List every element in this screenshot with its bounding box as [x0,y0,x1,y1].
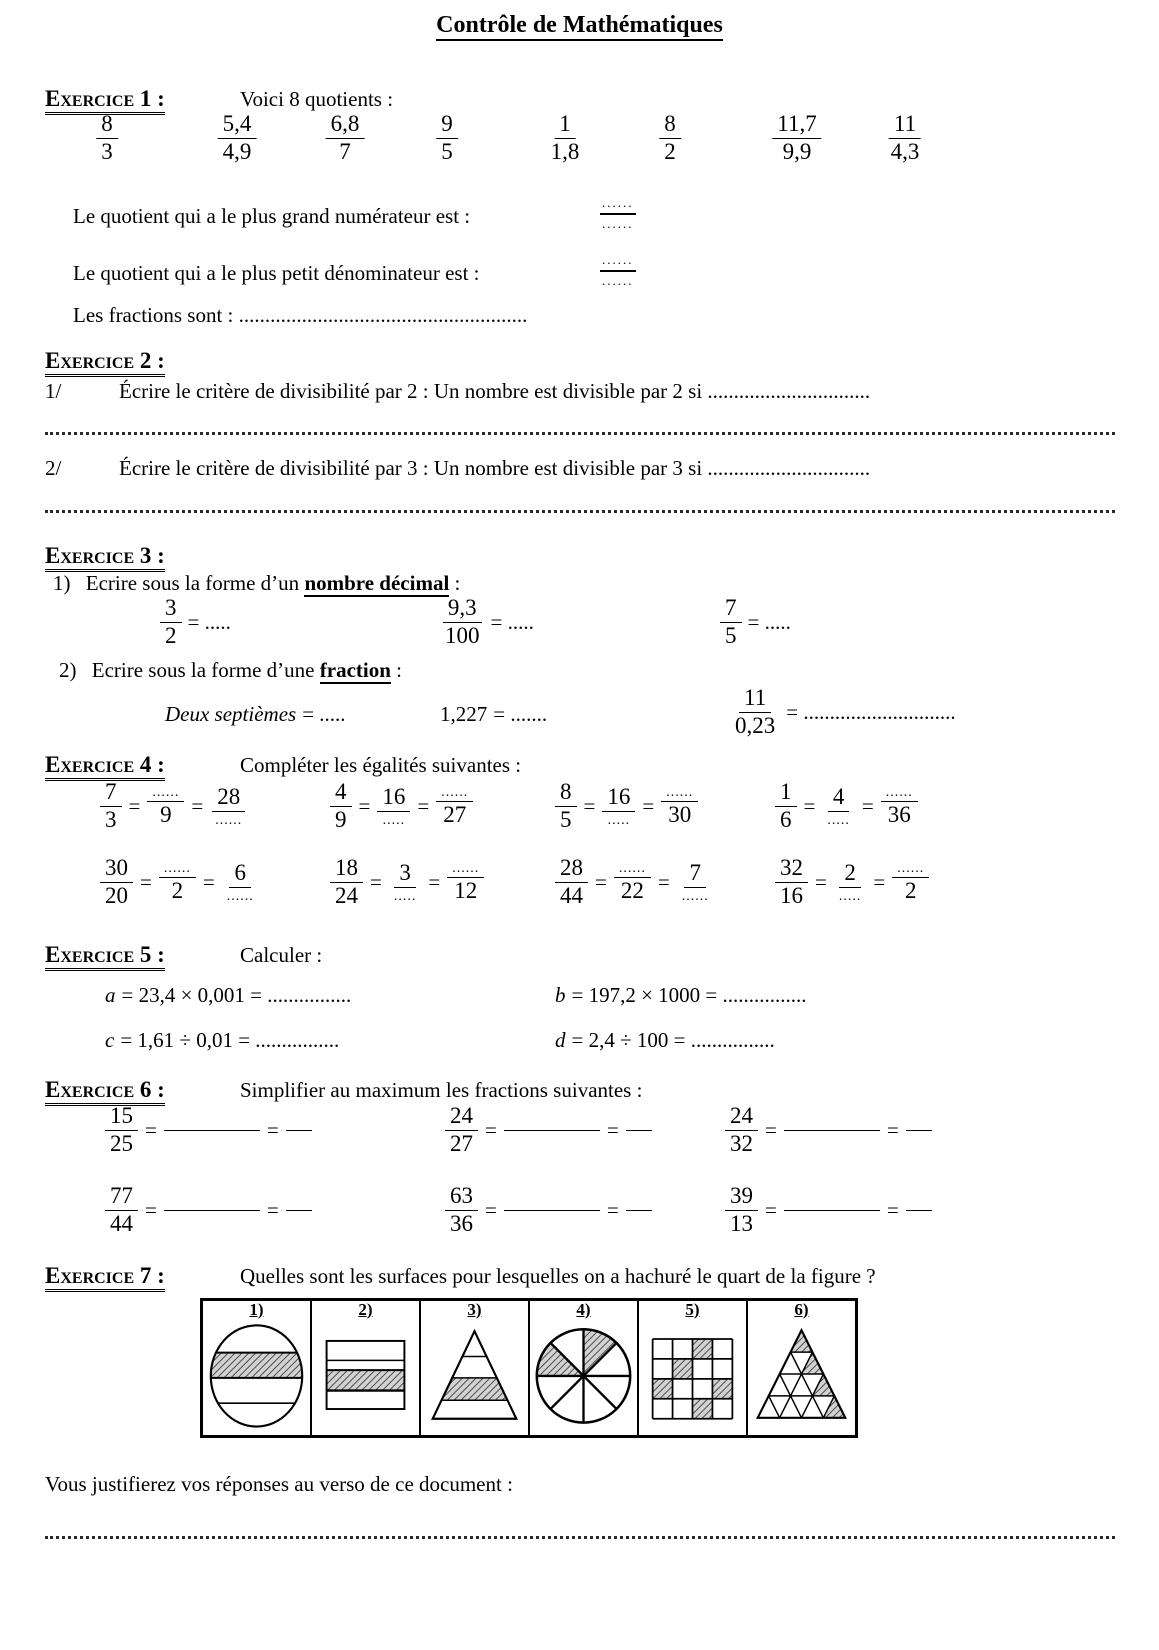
fraction-numerator: 18 [330,856,363,883]
equality-group [330,856,484,909]
answer-fraction-bar-short [626,1130,652,1131]
answer-line [45,1536,1115,1539]
calculation-item [105,983,351,1008]
fraction-numerator: 16 [377,785,410,812]
calculation-item [555,1028,775,1053]
quotient-fraction [772,112,821,165]
part-text-after: : [454,571,461,595]
equals-sign: = [642,793,655,818]
fraction-denominator: 5 [441,138,453,164]
fraction-numerator: 8 [555,780,577,807]
fraction-numerator: ...... [447,861,484,878]
fraction [436,785,473,828]
fraction [445,1104,478,1157]
fraction-denominator: 13 [730,1210,753,1236]
fraction-denominator: 44 [560,882,583,908]
exercise-6-row-1 [45,1104,1115,1168]
variable-name: d [555,1028,566,1052]
exercise-4-header [45,752,1115,781]
equals-sign: = [428,869,441,894]
hatched-band [209,1353,304,1378]
hatched-sector [584,1329,617,1376]
fraction [147,785,184,828]
answer-blank: = ..... [747,609,791,634]
hatched-strip [327,1370,405,1390]
fraction-numerator: ...... [614,861,651,878]
calculation-item [105,1028,339,1053]
fraction [105,1184,138,1237]
fraction-numerator: 1 [775,780,797,807]
answer-blank: = ....... [493,702,548,726]
part-text: Ecrire sous la forme d’un [85,571,300,595]
fraction-denominator: 2 [904,877,917,903]
exercise-6-header [45,1077,1115,1106]
fraction-denominator: 9 [335,806,347,832]
answer-fraction-bar [504,1130,600,1131]
figure-cell-3 [421,1301,530,1435]
exercise-1-question-denominator [45,253,1115,305]
figure-6-triangle-grid [748,1314,855,1434]
fraction-numerator: 6,8 [326,112,365,139]
item-text: Écrire le critère de divisibilité par 3 : Un nombre est divisible par 3 si ............................... [119,456,871,480]
equals-sign: = [803,793,816,818]
equals-sign: = [886,1197,899,1222]
equals-sign: = [128,793,141,818]
fraction-numerator: 2 [839,861,861,888]
fraction [881,785,918,828]
fraction-denominator: 0,23 [735,712,776,738]
equals-sign: = [765,1117,777,1142]
fraction-numerator: 15 [105,1104,138,1131]
fraction [330,856,363,909]
variable-name: b [555,983,566,1007]
answer-fraction-bar [504,1210,600,1211]
equals-sign: = [266,1117,279,1142]
decimal-conversion-item [160,596,231,649]
question-text: Les fractions sont : ....................................................... [73,303,528,327]
exercise-6-row-2 [45,1184,1115,1248]
figure-label: 3) [467,1300,482,1319]
equals-sign: = [886,1117,899,1142]
fraction-denominator: ...... [681,888,709,904]
fraction-denominator: 5 [725,622,737,648]
fraction-denominator: ...... [602,273,634,289]
fraction [377,785,410,828]
fraction-numerator: 16 [602,785,635,812]
fraction-numerator: ...... [600,253,636,272]
fraction-numerator: 32 [775,856,808,883]
fraction [725,1104,758,1157]
fraction-denominator: 30 [668,801,692,827]
fraction-denominator: 2 [171,877,184,903]
answer-fraction-bar [164,1130,260,1131]
figure-label: 6) [794,1300,809,1319]
fraction-denominator: ...... [215,812,243,828]
exercise-4-intro: Compléter les égalités suivantes : [240,753,522,777]
fraction-denominator: 5 [560,806,572,832]
equals-sign: = [861,793,874,818]
expression-text: 1,227 [440,702,488,726]
fraction-numerator: 6 [229,861,251,888]
equality-group [775,780,918,833]
answer-blank: = ..... [490,609,534,634]
equals-sign: = [595,869,607,894]
fraction-numerator: 5,4 [218,112,257,139]
simplify-item [445,1184,652,1237]
fraction [892,861,929,904]
simplify-item [105,1184,312,1237]
page-title: Contrôle de Mathématiques [0,12,1159,39]
equals-sign: = [606,1197,619,1222]
fraction-denominator: 100 [445,622,480,648]
fraction-numerator: 11 [889,112,921,139]
figure-label: 1) [249,1300,264,1319]
exercise-3-header [45,543,1115,572]
exercise-3-part-1-title [45,571,1115,596]
fraction [222,861,259,904]
fraction-denominator: ..... [393,888,417,904]
equals-sign: = [606,1117,619,1142]
fraction-denominator: ..... [607,812,631,828]
figure-4-circle-eighths [530,1314,637,1434]
figure-cell-6 [748,1301,855,1435]
item-text: Écrire le critère de divisibilité par 2 : Un nombre est divisible par 2 si ............................... [119,379,871,403]
equals-sign: = [815,869,827,894]
equals-sign: = [191,793,204,818]
figure-label: 5) [685,1300,700,1319]
fraction-numerator: 4 [828,785,850,812]
fraction [614,861,651,904]
fraction [775,856,808,909]
circle-interior [209,1353,304,1404]
expression-and-blank: = 197,2 × 1000 = ................ [571,983,807,1007]
variable-name: c [105,1028,115,1052]
exercise-7-intro: Quelles sont les surfaces pour lesquelles on a hachuré le quart de la figure ? [240,1264,876,1288]
fraction [725,1184,758,1237]
fraction-denominator: 12 [454,877,478,903]
fraction-denominator: 16 [780,882,803,908]
exercise-5-intro: Calculer : [240,943,323,967]
fraction [100,856,133,909]
fraction-numerator: ...... [881,785,918,802]
equals-sign: = [145,1117,157,1142]
equality-group [555,856,714,909]
exercise-5-header [45,942,1115,971]
fraction-numerator: 4 [330,780,352,807]
equals-sign: = [765,1197,777,1222]
exercise-7-header [45,1263,1115,1292]
fraction [330,780,352,833]
answer-blank: = ..... [302,702,346,726]
equality-group [555,780,698,833]
exercise-1-heading: Exercice 1 : [45,86,165,115]
equals-sign: = [873,869,886,894]
figure-label: 4) [576,1300,591,1319]
fraction-denominator: ...... [226,888,254,904]
simplify-item [105,1104,312,1157]
exercise-3-part-2-items [45,686,1115,750]
fraction-numerator: ...... [147,785,184,802]
quotient-fraction [96,112,118,165]
fraction-numerator: 1 [554,112,576,139]
fraction-numerator: ...... [436,785,473,802]
equals-sign: = [358,793,371,818]
fraction-numerator: ...... [159,861,196,878]
fraction-denominator: 2 [165,622,177,648]
answer-line [45,510,1115,513]
fraction-denominator: 1,8 [550,138,580,164]
fraction [834,861,867,904]
fraction-denominator: 25 [110,1130,133,1156]
answer-fraction-bar-short [286,1210,312,1211]
fraction [555,780,577,833]
equals-sign: = [485,1117,497,1142]
fraction [661,785,698,828]
equals-sign: = [266,1197,279,1222]
fraction-numerator: 28 [212,785,245,812]
figure-5-grid [639,1314,746,1434]
fraction-numerator: 7 [100,780,122,807]
fraction-denominator: 3 [101,138,113,164]
equals-sign: = [145,1197,157,1222]
exercise-2-heading: Exercice 2 : [45,348,165,377]
exercise-6-intro: Simplifier au maximum les fractions suivantes : [240,1078,643,1102]
fraction-denominator: 36 [450,1210,473,1236]
fraction [822,785,855,828]
exercise-7-heading: Exercice 7 : [45,1263,165,1292]
fraction-numerator: ...... [892,861,929,878]
exercise-5-row-1 [45,983,1115,1013]
fraction-numerator: ...... [600,196,636,215]
fraction-numerator: 3 [394,861,416,888]
blank-answer-fraction [597,196,639,231]
variable-name: a [105,983,116,1007]
fraction [602,785,635,828]
figure-2-rectangle-strips [312,1314,419,1434]
equals-sign: = [657,869,670,894]
figure-cell-2 [312,1301,421,1435]
figure-strip [200,1298,858,1438]
fraction [159,861,196,904]
figure-cell-1 [203,1301,312,1435]
fraction-denominator: 27 [450,1130,473,1156]
figure-cell-4 [530,1301,639,1435]
fraction-denominator: 9 [160,801,172,827]
fraction [447,861,484,904]
fraction-denominator: 36 [887,801,911,827]
answer-fraction-bar-short [286,1130,312,1131]
fraction-conversion-item [165,702,346,727]
part-text: Ecrire sous la forme d’une [91,658,315,682]
fraction-numerator: 28 [555,856,588,883]
fraction-denominator: 4,9 [222,138,252,164]
part-emphasis: fraction [319,658,391,682]
fraction-denominator: ..... [827,812,850,828]
fraction-numerator: 30 [100,856,133,883]
footer-text: Vous justifierez vos réponses au verso de ce document : [45,1472,513,1496]
expression-text: Deux septièmes [165,702,297,726]
equals-sign: = [417,793,430,818]
fraction-denominator: 9,9 [782,138,812,164]
expression-and-blank: = 2,4 ÷ 100 = ................ [571,1028,775,1052]
fraction-numerator: ...... [661,785,698,802]
fraction-denominator: 44 [110,1210,133,1236]
decimal-conversion-item [440,596,534,649]
simplify-item [445,1104,652,1157]
part-text-after: : [396,658,402,682]
fraction [775,780,797,833]
fraction-conversion-item [440,702,547,727]
quotient-fraction [886,112,925,165]
decimal-conversion-item [720,596,791,649]
equality-group [775,856,929,909]
simplify-item [725,1104,932,1157]
fraction-numerator: 9,3 [443,596,482,623]
fraction [440,596,485,649]
answer-fraction-bar [784,1210,880,1211]
answer-blank: = ..... [187,609,231,634]
fraction [555,856,588,909]
fraction-numerator: 24 [725,1104,758,1131]
fraction-denominator: 4,3 [890,138,920,164]
exercise-5-heading: Exercice 5 : [45,942,165,971]
answer-fraction-bar [784,1130,880,1131]
fraction-denominator: 6 [780,806,792,832]
simplify-item [725,1184,932,1237]
fraction [720,596,742,649]
expression-and-blank: = 23,4 × 0,001 = ................ [121,983,352,1007]
exercise-6-heading: Exercice 6 : [45,1077,165,1106]
exercise-3-part-1-items [45,596,1115,658]
exercise-2-header [45,348,1115,377]
fraction [105,1104,138,1157]
answer-fraction-bar-short [906,1130,932,1131]
quotient-fraction [659,112,681,165]
fraction-denominator: 27 [443,801,467,827]
equals-sign: = [485,1197,497,1222]
equals-sign: = [583,793,596,818]
fraction-denominator: 2 [664,138,676,164]
fraction-denominator: ..... [382,812,406,828]
quotient-fraction [218,112,257,165]
fraction-denominator: ..... [838,888,862,904]
exercise-3-part-2-title [45,658,1115,683]
fraction-numerator: 7 [720,596,742,623]
quotient-fraction [546,112,585,165]
fraction-denominator: 32 [730,1130,753,1156]
equality-group [330,780,473,833]
fraction-denominator: 22 [620,877,644,903]
fraction-numerator: 24 [445,1104,478,1131]
question-text: Le quotient qui a le plus petit dénominateur est : [73,261,480,285]
part-emphasis: nombre décimal [304,571,450,595]
fraction-denominator: 20 [105,882,128,908]
item-label: 1/ [45,379,62,403]
footer-instruction [45,1472,1115,1497]
fraction-numerator: 11,7 [772,112,821,139]
fraction-denominator: 3 [105,806,117,832]
fraction-denominator: 24 [335,882,358,908]
exercise-3-heading: Exercice 3 : [45,543,165,572]
exercise-4-heading: Exercice 4 : [45,752,165,781]
fraction-denominator: ...... [602,216,634,232]
fraction [677,861,714,904]
fraction-numerator: 3 [160,596,182,623]
exercise-4-row-1 [45,780,1115,844]
item-label: 2/ [45,456,62,480]
fraction [210,785,247,828]
expression-and-blank: = 1,61 ÷ 0,01 = ................ [120,1028,340,1052]
triangle-outline [433,1331,517,1419]
figure-1-circle-bands [203,1314,310,1434]
question-text: Le quotient qui a le plus grand numérateur est : [73,204,471,228]
figure-label: 2) [358,1300,373,1319]
exercise-5-row-2 [45,1028,1115,1058]
answer-fraction-bar-short [626,1210,652,1211]
grid-lines [653,1339,733,1419]
fraction-numerator: 11 [739,686,771,713]
answer-blank: = ............................. [786,699,956,724]
exercise-1-quotients-row [45,112,1115,174]
equality-group [100,780,247,833]
part-label: 1) [53,571,71,595]
fraction-denominator: 7 [339,138,351,164]
fraction-numerator: 7 [684,861,706,888]
fraction-numerator: 9 [436,112,458,139]
answer-line [45,432,1115,435]
equals-sign: = [202,869,215,894]
exercise-1-intro: Voici 8 quotients : [240,87,394,111]
answer-fraction-bar [164,1210,260,1211]
figure-cell-5 [639,1301,748,1435]
blank-answer-fraction [597,253,639,288]
fraction-conversion-item [730,686,956,739]
fraction [160,596,182,649]
fraction [100,780,122,833]
hatched-sector [537,1343,584,1376]
answer-fraction-bar-short [906,1210,932,1211]
exercise-1-question-numerator [45,196,1115,248]
fraction [730,686,780,739]
equals-sign: = [370,869,382,894]
part-label: 2) [59,658,77,682]
fraction [445,1184,478,1237]
fraction-numerator: 39 [725,1184,758,1211]
equality-group [100,856,259,909]
fraction-numerator: 63 [445,1184,478,1211]
fraction-numerator: 8 [659,112,681,139]
equals-sign: = [140,869,152,894]
figure-3-triangle-bands [421,1314,528,1434]
quotient-fraction [436,112,458,165]
exercise-4-row-2 [45,856,1115,920]
fraction-numerator: 8 [96,112,118,139]
quotient-fraction [326,112,365,165]
calculation-item [555,983,807,1008]
fraction [389,861,422,904]
fraction-numerator: 77 [105,1184,138,1211]
